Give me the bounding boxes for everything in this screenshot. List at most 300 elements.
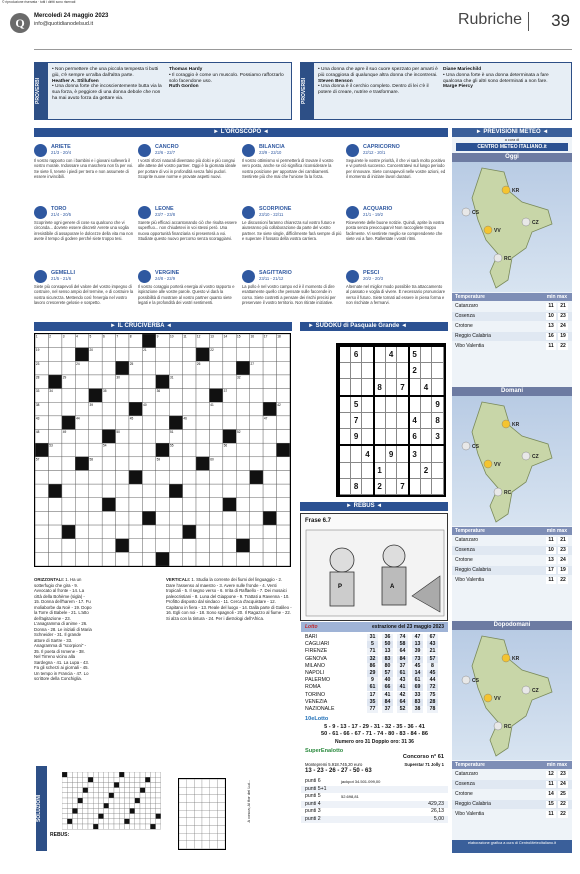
- crossword-cell[interactable]: [102, 511, 115, 525]
- crossword-cell[interactable]: [49, 552, 62, 566]
- crossword-cell[interactable]: [209, 416, 222, 430]
- sudoku-cell[interactable]: [374, 413, 386, 429]
- crossword-cell[interactable]: [223, 511, 236, 525]
- crossword-cell[interactable]: [75, 484, 88, 498]
- crossword-cell[interactable]: [209, 552, 222, 566]
- crossword-cell[interactable]: [250, 348, 263, 362]
- sudoku-cell[interactable]: [420, 363, 432, 379]
- sudoku-cell[interactable]: [420, 396, 432, 413]
- sudoku-cell[interactable]: 2: [420, 462, 432, 478]
- sudoku-cell[interactable]: 2: [374, 478, 386, 494]
- sudoku-cell[interactable]: [339, 462, 350, 478]
- sudoku-cell[interactable]: [409, 379, 421, 396]
- sudoku-cell[interactable]: [409, 478, 421, 494]
- crossword-cell[interactable]: [129, 525, 142, 539]
- crossword-cell[interactable]: [236, 470, 249, 484]
- crossword-cell[interactable]: [156, 539, 169, 553]
- crossword-cell[interactable]: [263, 389, 276, 403]
- crossword-cell[interactable]: [116, 525, 129, 539]
- crossword-cell[interactable]: [129, 484, 142, 498]
- crossword-cell[interactable]: [196, 389, 209, 403]
- crossword-cell[interactable]: [142, 361, 155, 375]
- crossword-cell[interactable]: [62, 443, 75, 457]
- crossword-cell[interactable]: [89, 470, 102, 484]
- crossword-cell[interactable]: [142, 552, 155, 566]
- crossword-cell[interactable]: [250, 552, 263, 566]
- crossword-cell[interactable]: [196, 511, 209, 525]
- crossword-cell[interactable]: [75, 402, 88, 416]
- crossword-cell[interactable]: [196, 484, 209, 498]
- crossword-cell[interactable]: [196, 539, 209, 553]
- crossword-cell[interactable]: [129, 389, 142, 403]
- sudoku-cell[interactable]: 9: [350, 429, 362, 446]
- sudoku-cell[interactable]: [374, 396, 386, 413]
- crossword-cell[interactable]: [102, 484, 115, 498]
- crossword-cell[interactable]: [49, 402, 62, 416]
- crossword-cell[interactable]: [250, 539, 263, 553]
- sudoku-cell[interactable]: [339, 478, 350, 494]
- crossword-cell[interactable]: [223, 539, 236, 553]
- sudoku-cell[interactable]: [362, 396, 374, 413]
- crossword-cell[interactable]: [62, 402, 75, 416]
- crossword-cell[interactable]: [142, 457, 155, 471]
- crossword-cell[interactable]: [236, 457, 249, 471]
- crossword-cell[interactable]: [183, 375, 196, 389]
- crossword-cell[interactable]: [89, 511, 102, 525]
- crossword-cell[interactable]: [142, 389, 155, 403]
- crossword-cell[interactable]: [263, 470, 276, 484]
- crossword-cell[interactable]: [263, 539, 276, 553]
- crossword-cell[interactable]: [276, 348, 289, 362]
- crossword-cell[interactable]: [223, 484, 236, 498]
- crossword-cell[interactable]: [75, 443, 88, 457]
- crossword-cell[interactable]: [156, 348, 169, 362]
- crossword-cell[interactable]: [75, 552, 88, 566]
- sudoku-cell[interactable]: [339, 346, 350, 363]
- crossword-cell[interactable]: [209, 525, 222, 539]
- crossword-cell[interactable]: [62, 361, 75, 375]
- sudoku-cell[interactable]: [397, 363, 409, 379]
- crossword-cell[interactable]: [35, 552, 48, 566]
- crossword-cell[interactable]: [236, 402, 249, 416]
- crossword-cell[interactable]: [183, 389, 196, 403]
- sudoku-cell[interactable]: [397, 445, 409, 462]
- crossword-cell[interactable]: [156, 430, 169, 444]
- sudoku-cell[interactable]: [420, 346, 432, 363]
- crossword-cell[interactable]: [276, 457, 289, 471]
- crossword-cell[interactable]: [276, 498, 289, 512]
- sudoku-cell[interactable]: [432, 445, 444, 462]
- crossword-cell[interactable]: [129, 511, 142, 525]
- crossword-cell[interactable]: [196, 375, 209, 389]
- crossword-cell[interactable]: [35, 484, 48, 498]
- sudoku-cell[interactable]: 5: [350, 396, 362, 413]
- crossword-cell[interactable]: [35, 498, 48, 512]
- crossword-cell[interactable]: [169, 525, 182, 539]
- crossword-cell[interactable]: [223, 470, 236, 484]
- crossword-cell[interactable]: [276, 389, 289, 403]
- sudoku-cell[interactable]: 3: [409, 445, 421, 462]
- sudoku-cell[interactable]: [420, 445, 432, 462]
- crossword-cell[interactable]: [223, 361, 236, 375]
- crossword-cell[interactable]: [196, 443, 209, 457]
- crossword-cell[interactable]: [49, 525, 62, 539]
- crossword-cell[interactable]: [183, 498, 196, 512]
- crossword-cell[interactable]: [209, 430, 222, 444]
- crossword-cell[interactable]: [116, 443, 129, 457]
- crossword-cell[interactable]: [183, 484, 196, 498]
- crossword-cell[interactable]: [276, 539, 289, 553]
- crossword-cell[interactable]: [89, 361, 102, 375]
- crossword-cell[interactable]: [250, 443, 263, 457]
- crossword-cell[interactable]: [250, 511, 263, 525]
- sudoku-cell[interactable]: [339, 363, 350, 379]
- crossword-cell[interactable]: [183, 443, 196, 457]
- sudoku-cell[interactable]: [420, 413, 432, 429]
- crossword-cell[interactable]: [89, 430, 102, 444]
- sudoku-cell[interactable]: 1: [374, 462, 386, 478]
- crossword-cell[interactable]: [49, 457, 62, 471]
- crossword-cell[interactable]: [75, 430, 88, 444]
- sudoku-cell[interactable]: [397, 346, 409, 363]
- crossword-cell[interactable]: [223, 348, 236, 362]
- crossword-cell[interactable]: [35, 470, 48, 484]
- crossword-cell[interactable]: [263, 361, 276, 375]
- crossword-cell[interactable]: [276, 484, 289, 498]
- crossword-cell[interactable]: [209, 498, 222, 512]
- crossword-cell[interactable]: [196, 416, 209, 430]
- crossword-cell[interactable]: [102, 375, 115, 389]
- crossword-cell[interactable]: [49, 511, 62, 525]
- crossword-cell[interactable]: [250, 457, 263, 471]
- sudoku-cell[interactable]: [350, 363, 362, 379]
- crossword-cell[interactable]: [236, 498, 249, 512]
- crossword-cell[interactable]: [116, 511, 129, 525]
- crossword-cell[interactable]: [102, 348, 115, 362]
- crossword-cell[interactable]: [102, 457, 115, 471]
- crossword-cell[interactable]: [75, 525, 88, 539]
- sudoku-cell[interactable]: 9: [432, 396, 444, 413]
- crossword-cell[interactable]: [169, 511, 182, 525]
- crossword-cell[interactable]: [250, 498, 263, 512]
- crossword-cell[interactable]: [89, 498, 102, 512]
- sudoku-cell[interactable]: [374, 346, 386, 363]
- sudoku-cell[interactable]: [409, 396, 421, 413]
- crossword-cell[interactable]: [250, 430, 263, 444]
- crossword-cell[interactable]: [62, 539, 75, 553]
- crossword-cell[interactable]: [116, 389, 129, 403]
- crossword-cell[interactable]: [209, 361, 222, 375]
- crossword-cell[interactable]: [276, 470, 289, 484]
- crossword-cell[interactable]: [169, 470, 182, 484]
- crossword-cell[interactable]: [183, 539, 196, 553]
- crossword-cell[interactable]: [102, 525, 115, 539]
- sudoku-cell[interactable]: [374, 445, 386, 462]
- crossword-cell[interactable]: [129, 498, 142, 512]
- crossword-cell[interactable]: [169, 552, 182, 566]
- sudoku-cell[interactable]: [420, 478, 432, 494]
- crossword-cell[interactable]: [142, 539, 155, 553]
- crossword-cell[interactable]: [142, 470, 155, 484]
- crossword-cell[interactable]: [250, 402, 263, 416]
- crossword-cell[interactable]: [196, 402, 209, 416]
- crossword-cell[interactable]: [263, 430, 276, 444]
- crossword-cell[interactable]: [223, 375, 236, 389]
- sudoku-cell[interactable]: 3: [432, 429, 444, 446]
- crossword-cell[interactable]: [169, 457, 182, 471]
- crossword-cell[interactable]: [250, 389, 263, 403]
- crossword-cell[interactable]: [75, 539, 88, 553]
- crossword-cell[interactable]: [276, 375, 289, 389]
- crossword-cell[interactable]: [236, 443, 249, 457]
- sudoku-cell[interactable]: [350, 379, 362, 396]
- sudoku-cell[interactable]: [339, 413, 350, 429]
- crossword-cell[interactable]: [169, 498, 182, 512]
- sudoku-cell[interactable]: [350, 445, 362, 462]
- crossword-cell[interactable]: [250, 525, 263, 539]
- crossword-cell[interactable]: [156, 525, 169, 539]
- crossword-cell[interactable]: [156, 484, 169, 498]
- crossword-cell[interactable]: [62, 511, 75, 525]
- crossword-cell[interactable]: [263, 552, 276, 566]
- crossword-cell[interactable]: [49, 361, 62, 375]
- crossword-cell[interactable]: [236, 511, 249, 525]
- crossword-cell[interactable]: [102, 402, 115, 416]
- sudoku-cell[interactable]: 9: [385, 445, 397, 462]
- crossword-cell[interactable]: [129, 443, 142, 457]
- crossword-cell[interactable]: [223, 457, 236, 471]
- sudoku-cell[interactable]: [432, 478, 444, 494]
- crossword-cell[interactable]: [116, 348, 129, 362]
- crossword-cell[interactable]: [276, 552, 289, 566]
- crossword-cell[interactable]: [236, 389, 249, 403]
- crossword-cell[interactable]: [116, 498, 129, 512]
- crossword-cell[interactable]: [102, 552, 115, 566]
- sudoku-cell[interactable]: [339, 396, 350, 413]
- crossword-cell[interactable]: [102, 470, 115, 484]
- sudoku-cell[interactable]: [385, 363, 397, 379]
- sudoku-cell[interactable]: [397, 413, 409, 429]
- crossword-cell[interactable]: [276, 416, 289, 430]
- sudoku-cell[interactable]: 7: [397, 478, 409, 494]
- crossword-cell[interactable]: [116, 484, 129, 498]
- crossword-cell[interactable]: [129, 457, 142, 471]
- crossword-cell[interactable]: [142, 430, 155, 444]
- crossword-cell[interactable]: [209, 484, 222, 498]
- sudoku-cell[interactable]: 4: [409, 413, 421, 429]
- sudoku-cell[interactable]: 8: [432, 413, 444, 429]
- crossword-cell[interactable]: [62, 470, 75, 484]
- crossword-cell[interactable]: [142, 375, 155, 389]
- crossword-cell[interactable]: [276, 430, 289, 444]
- crossword-cell[interactable]: [89, 484, 102, 498]
- crossword-cell[interactable]: [196, 430, 209, 444]
- sudoku-cell[interactable]: 6: [350, 346, 362, 363]
- crossword-cell[interactable]: [223, 416, 236, 430]
- sudoku-cell[interactable]: [362, 346, 374, 363]
- crossword-cell[interactable]: [142, 498, 155, 512]
- sudoku-cell[interactable]: [385, 413, 397, 429]
- crossword-cell[interactable]: [196, 498, 209, 512]
- crossword-cell[interactable]: [102, 361, 115, 375]
- crossword-cell[interactable]: [263, 498, 276, 512]
- crossword-cell[interactable]: [183, 511, 196, 525]
- crossword-cell[interactable]: [236, 552, 249, 566]
- crossword-cell[interactable]: [142, 443, 155, 457]
- crossword-cell[interactable]: [263, 457, 276, 471]
- sudoku-cell[interactable]: 4: [362, 445, 374, 462]
- crossword-cell[interactable]: [183, 361, 196, 375]
- crossword-cell[interactable]: [250, 416, 263, 430]
- sudoku-cell[interactable]: [362, 363, 374, 379]
- crossword-cell[interactable]: [196, 470, 209, 484]
- crossword-cell[interactable]: [49, 498, 62, 512]
- crossword-cell[interactable]: [183, 430, 196, 444]
- crossword-cell[interactable]: [35, 525, 48, 539]
- crossword-cell[interactable]: [62, 457, 75, 471]
- sudoku-cell[interactable]: [362, 429, 374, 446]
- crossword-cell[interactable]: [75, 470, 88, 484]
- crossword-cell[interactable]: [49, 348, 62, 362]
- crossword-cell[interactable]: [89, 416, 102, 430]
- crossword-grid[interactable]: [34, 333, 291, 567]
- crossword-cell[interactable]: [75, 375, 88, 389]
- sudoku-cell[interactable]: [362, 462, 374, 478]
- header-email[interactable]: info@quotidianodelsud.it: [34, 21, 94, 27]
- crossword-cell[interactable]: [263, 375, 276, 389]
- crossword-cell[interactable]: [129, 552, 142, 566]
- sudoku-cell[interactable]: [350, 462, 362, 478]
- crossword-cell[interactable]: [49, 539, 62, 553]
- crossword-cell[interactable]: [169, 539, 182, 553]
- crossword-cell[interactable]: [183, 470, 196, 484]
- crossword-cell[interactable]: [209, 470, 222, 484]
- crossword-cell[interactable]: [250, 484, 263, 498]
- sudoku-cell[interactable]: [385, 462, 397, 478]
- sudoku-cell[interactable]: 2: [409, 363, 421, 379]
- sudoku-cell[interactable]: [339, 429, 350, 446]
- crossword-cell[interactable]: [89, 375, 102, 389]
- crossword-cell[interactable]: [156, 361, 169, 375]
- crossword-cell[interactable]: [62, 348, 75, 362]
- sudoku-cell[interactable]: [432, 462, 444, 478]
- sudoku-cell[interactable]: [420, 429, 432, 446]
- sudoku-cell[interactable]: 5: [409, 346, 421, 363]
- sudoku-cell[interactable]: [374, 363, 386, 379]
- crossword-cell[interactable]: [156, 416, 169, 430]
- crossword-cell[interactable]: [183, 552, 196, 566]
- sudoku-cell[interactable]: [374, 429, 386, 446]
- sudoku-cell[interactable]: [432, 346, 444, 363]
- crossword-cell[interactable]: [75, 498, 88, 512]
- crossword-cell[interactable]: [276, 511, 289, 525]
- crossword-cell[interactable]: [49, 430, 62, 444]
- crossword-cell[interactable]: [263, 348, 276, 362]
- crossword-cell[interactable]: [142, 525, 155, 539]
- sudoku-cell[interactable]: [385, 396, 397, 413]
- sudoku-cell[interactable]: [362, 478, 374, 494]
- crossword-cell[interactable]: [102, 539, 115, 553]
- crossword-cell[interactable]: [49, 470, 62, 484]
- crossword-cell[interactable]: [129, 348, 142, 362]
- sudoku-cell[interactable]: 8: [350, 478, 362, 494]
- crossword-cell[interactable]: [223, 402, 236, 416]
- crossword-cell[interactable]: [89, 525, 102, 539]
- sudoku-cell[interactable]: 7: [397, 379, 409, 396]
- crossword-cell[interactable]: [116, 402, 129, 416]
- crossword-cell[interactable]: [89, 539, 102, 553]
- sudoku-cell[interactable]: [397, 462, 409, 478]
- crossword-cell[interactable]: [62, 552, 75, 566]
- crossword-cell[interactable]: [156, 498, 169, 512]
- crossword-cell[interactable]: [129, 375, 142, 389]
- crossword-cell[interactable]: [223, 552, 236, 566]
- crossword-cell[interactable]: [236, 416, 249, 430]
- crossword-cell[interactable]: [142, 484, 155, 498]
- crossword-cell[interactable]: [75, 511, 88, 525]
- sudoku-cell[interactable]: [432, 379, 444, 396]
- crossword-cell[interactable]: [116, 470, 129, 484]
- crossword-cell[interactable]: [142, 416, 155, 430]
- sudoku-cell[interactable]: [362, 379, 374, 396]
- sudoku-grid[interactable]: [336, 343, 446, 497]
- sudoku-cell[interactable]: 7: [350, 413, 362, 429]
- crossword-cell[interactable]: [89, 552, 102, 566]
- crossword-cell[interactable]: [209, 375, 222, 389]
- crossword-cell[interactable]: [209, 539, 222, 553]
- crossword-cell[interactable]: [35, 511, 48, 525]
- crossword-cell[interactable]: [89, 443, 102, 457]
- crossword-cell[interactable]: [62, 498, 75, 512]
- sudoku-cell[interactable]: 6: [409, 429, 421, 446]
- crossword-cell[interactable]: [116, 457, 129, 471]
- crossword-cell[interactable]: [276, 525, 289, 539]
- crossword-cell[interactable]: [263, 443, 276, 457]
- crossword-cell[interactable]: [129, 430, 142, 444]
- sudoku-cell[interactable]: [432, 363, 444, 379]
- crossword-cell[interactable]: [236, 348, 249, 362]
- crossword-cell[interactable]: [223, 525, 236, 539]
- crossword-cell[interactable]: [102, 416, 115, 430]
- crossword-cell[interactable]: [116, 552, 129, 566]
- crossword-cell[interactable]: [62, 389, 75, 403]
- crossword-cell[interactable]: [250, 375, 263, 389]
- sudoku-cell[interactable]: [362, 413, 374, 429]
- crossword-cell[interactable]: [196, 525, 209, 539]
- crossword-cell[interactable]: [196, 552, 209, 566]
- crossword-cell[interactable]: [156, 511, 169, 525]
- crossword-cell[interactable]: [35, 539, 48, 553]
- crossword-cell[interactable]: [75, 389, 88, 403]
- sudoku-cell[interactable]: [385, 429, 397, 446]
- sudoku-cell[interactable]: 8: [374, 379, 386, 396]
- sudoku-cell[interactable]: 4: [420, 379, 432, 396]
- sudoku-cell[interactable]: [397, 429, 409, 446]
- crossword-cell[interactable]: [209, 443, 222, 457]
- sudoku-cell[interactable]: 4: [385, 346, 397, 363]
- crossword-cell[interactable]: [116, 416, 129, 430]
- crossword-cell[interactable]: [62, 484, 75, 498]
- sudoku-cell[interactable]: [339, 379, 350, 396]
- crossword-cell[interactable]: [156, 402, 169, 416]
- crossword-cell[interactable]: [169, 389, 182, 403]
- crossword-cell[interactable]: [169, 361, 182, 375]
- crossword-cell[interactable]: [209, 511, 222, 525]
- crossword-cell[interactable]: [276, 361, 289, 375]
- crossword-cell[interactable]: [236, 484, 249, 498]
- crossword-cell[interactable]: [183, 348, 196, 362]
- crossword-cell[interactable]: [49, 416, 62, 430]
